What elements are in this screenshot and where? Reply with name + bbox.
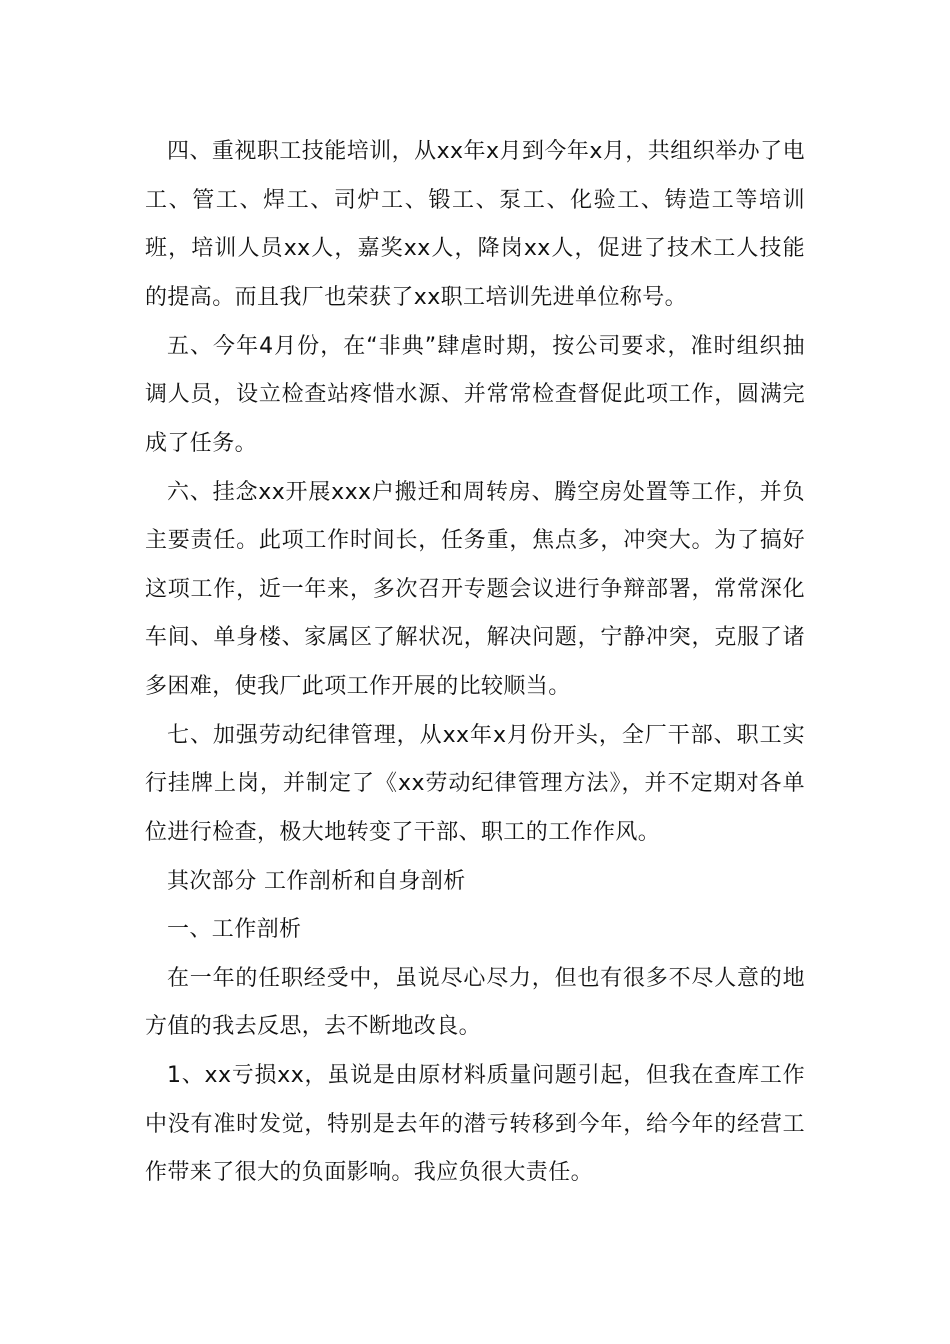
section-title: 其次部分 工作剖析和自身剖析: [167, 868, 466, 894]
paragraph-sars-period: 五、今年4月份，在“非典”肆虐时期，按公司要求，准时组织抽调人员，设立检查站疼惜水源、并常常检查督促此项工作，圆满完成了任务。: [145, 333, 805, 456]
paragraph-relocation-work: 六、挂念xx开展xxx户搬迁和周转房、腾空房处置等工作，并负主要责任。此项工作时间长，任务重，焦点多，冲突大。为了搞好这项工作，近一年来，多次召开专题会议进行争辩部署，常常深化车间、单身楼、家属区了解状况，解决问题，宁静冲突，克服了诸多困难，使我厂此项工作开展的比较顺当。: [145, 479, 805, 699]
document-body: [145, 128, 805, 1198]
paragraph-reflection: 在一年的任职经受中，虽说尽心尽力，但也有很多不尽人意的地方值的我去反思，去不断地改良。: [145, 965, 805, 1039]
paragraph-labor-discipline: 七、加强劳动纪律管理，从xx年x月份开头，全厂干部、职工实行挂牌上岗，并制定了《xx劳动纪律管理方法》，并不定期对各单位进行检查，极大地转变了干部、职工的工作作风。: [145, 722, 805, 845]
paragraph-loss-item: 1、xx亏损xx，虽说是由原材料质量问题引起，但我在查库工作中没有准时发觉，特别是去年的潜亏转移到今年，给今年的经营工作带来了很大的负面影响。我应负很大责任。: [145, 1063, 805, 1185]
paragraph-skills-training: 四、重视职工技能培训，从xx年x月到今年x月，共组织举办了电工、管工、焊工、司炉工、锻工、泵工、化验工、铸造工等培训班，培训人员xx人，嘉奖xx人，降岗xx人，促进了技术工人技能的提高。而且我厂也荣获了xx职工培训先进单位称号。: [145, 139, 805, 310]
subsection-title: 一、工作剖析: [167, 917, 302, 942]
